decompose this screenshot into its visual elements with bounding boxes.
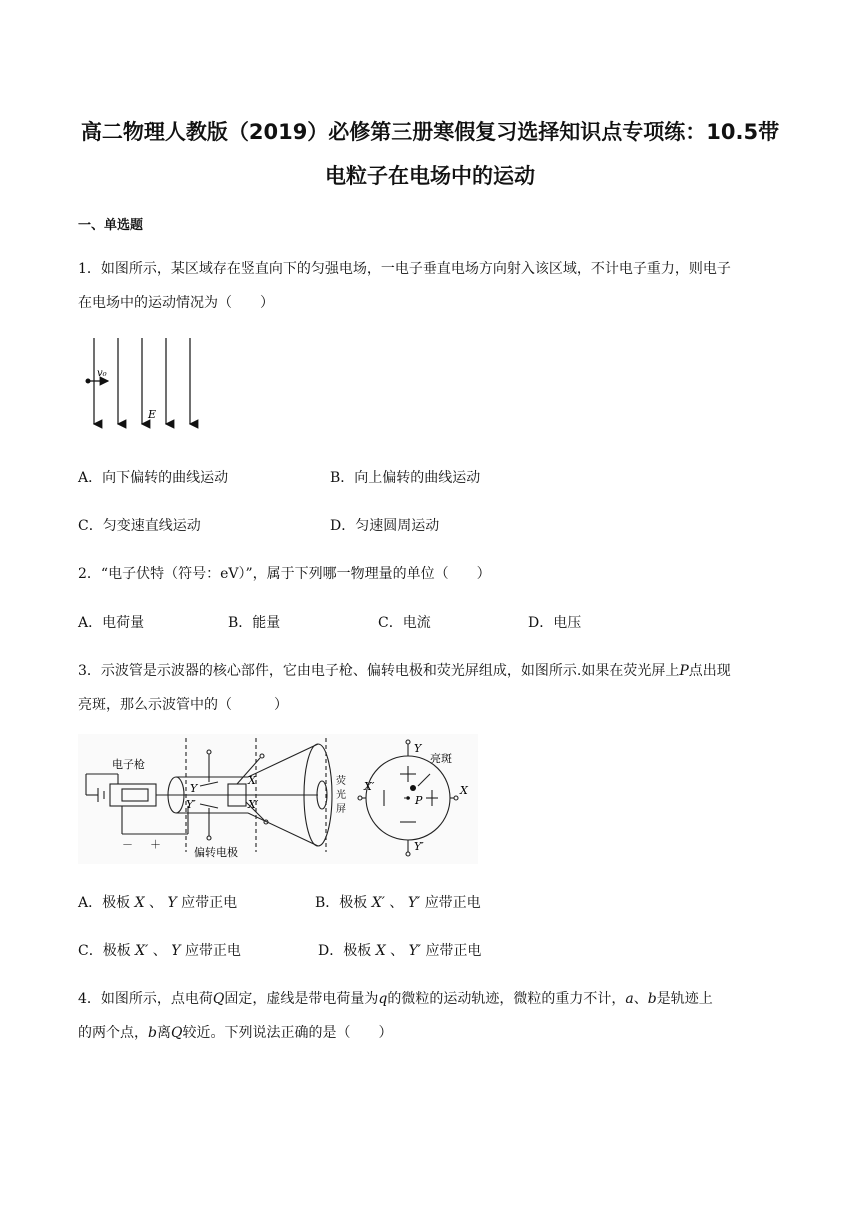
question-1-option-d: D．匀速圆周运动 (330, 518, 440, 534)
label-screen-y: Y (414, 742, 422, 755)
field-lines (94, 338, 190, 424)
label-screen-x-prime: X′ (364, 780, 375, 793)
label-plus: ＋ (150, 838, 161, 851)
label-screen-x: X (460, 784, 468, 797)
label-p: P (415, 794, 423, 807)
question-4-text-line-1: 4．如图所示，点电荷Q固定，虚线是带电荷量为q的微粒的运动轨迹，微粒的重力不计，a、b是轨迹上 (78, 991, 713, 1007)
section-heading: 一、单选题 (78, 218, 144, 233)
label-x: X (248, 774, 256, 787)
document-title-line-1: 高二物理人教版（2019）必修第三册寒假复习选择知识点专项练：10.5带 (80, 120, 780, 144)
label-electron-gun: 电子枪 (112, 758, 145, 771)
question-1-text-line-1: 1．如图所示，某区域存在竖直向下的匀强电场，一电子垂直电场方向射入该区域，不计电子重力，则电子 (78, 261, 731, 277)
velocity-label: v₀ (97, 368, 107, 379)
question-3-option-d: D．极板 X 、 Y′ 应带正电 (318, 943, 482, 959)
label-screen-y-prime: Y′ (414, 840, 424, 853)
label-deflection-electrodes: 偏转电极 (194, 846, 238, 859)
question-3-option-a: A．极板 X 、 Y 应带正电 (78, 895, 238, 911)
label-x-prime: X′ (248, 798, 259, 811)
document-title-line-2: 电粒子在电场中的运动 (325, 164, 535, 188)
question-4-text-line-2: 的两个点，b离Q较近。下列说法正确的是（ ） (78, 1025, 393, 1041)
label-minus: － (122, 838, 133, 851)
question-3-option-b: B．极板 X′ 、 Y′ 应带正电 (315, 895, 481, 911)
label-screen-3: 屏 (336, 804, 346, 815)
field-label: E (148, 408, 157, 421)
question-3-oscilloscope-figure (78, 734, 478, 864)
question-1-figure (82, 336, 202, 436)
question-3-text-line-1: 3．示波管是示波器的核心部件，它由电子枪、偏转电极和荧光屏组成，如图所示.如果在荧光屏上P点出现 (78, 663, 731, 679)
label-screen-1: 荧 (336, 776, 346, 787)
label-screen-2: 光 (336, 790, 346, 801)
label-y-prime: Y′ (186, 798, 196, 811)
question-3-option-c: C．极板 X′ 、 Y 应带正电 (78, 943, 241, 959)
question-2-option-b: B．能量 (228, 615, 281, 631)
question-2-option-c: C．电流 (378, 615, 431, 631)
question-2-option-a: A．电荷量 (78, 615, 145, 631)
label-y: Y (190, 782, 198, 795)
label-bright-spot: 亮斑 (430, 752, 452, 765)
question-2-text: 2．“电子伏特（符号：eV）”，属于下列哪一物理量的单位（ ） (78, 566, 491, 582)
question-1-option-a: A．向下偏转的曲线运动 (78, 470, 229, 486)
question-1-text-line-2: 在电场中的运动情况为（ ） (78, 295, 274, 311)
question-3-text-line-2: 亮斑，那么示波管中的（ ） (78, 697, 288, 713)
question-2-option-d: D．电压 (528, 615, 582, 631)
question-1-option-b: B．向上偏转的曲线运动 (330, 470, 481, 486)
question-1-option-c: C．匀变速直线运动 (78, 518, 201, 534)
